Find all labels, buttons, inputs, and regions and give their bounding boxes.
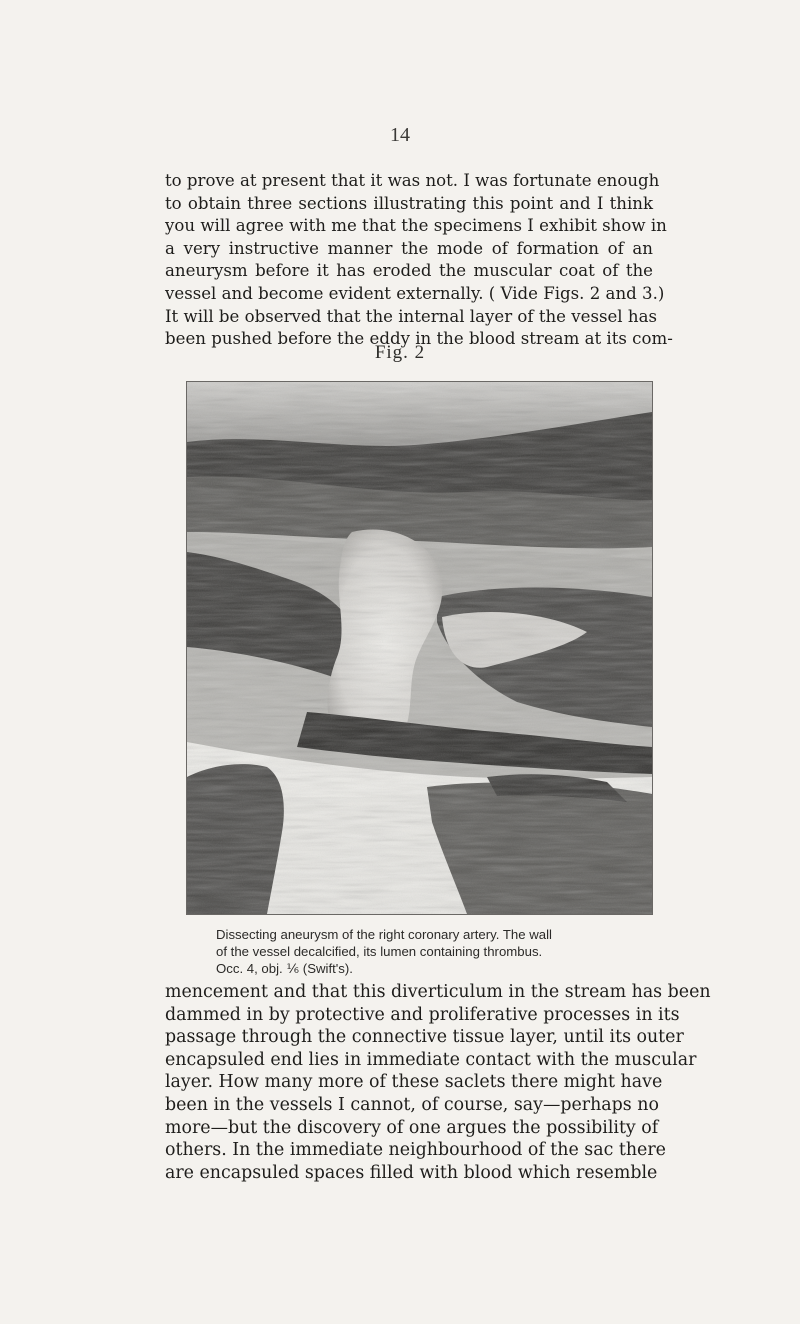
text-line: are encapsuled spaces filled with blood which resemble — [165, 1162, 658, 1183]
text-line: It will be observed that the internal layer of the vessel has — [165, 306, 657, 326]
caption-line: Dissecting aneurysm of the right coronary artery. The wall — [216, 927, 552, 942]
text-line: more—but the discovery of one argues the possibility of — [165, 1117, 659, 1138]
text-line: passage through the connective tissue layer, until its outer — [165, 1027, 684, 1048]
figure-caption — [216, 926, 656, 977]
caption-line: Occ. 4, obj. ⅙ (Swift's). — [216, 961, 353, 976]
text-line: mencement and that this diverticulum in the stream has been — [165, 982, 711, 1002]
text-line: to obtain three sections illustrating this point and I think — [165, 193, 653, 213]
text-line: others. In the immediate neighbourhood of the sac there — [165, 1140, 666, 1161]
text-line: aneurysm before it has eroded the muscular coat of the — [165, 261, 653, 281]
text-line: dammed in by protective and proliferative processes in its — [165, 1004, 680, 1025]
caption-line: of the vessel decalcified, its lumen containing thrombus. — [216, 944, 543, 959]
micrograph-image — [187, 382, 652, 914]
text-line: encapsuled end lies in immediate contact with the muscular — [165, 1049, 697, 1070]
micrograph-figure — [186, 381, 653, 915]
page-number: 14 — [390, 124, 410, 146]
text-line: a very instructive manner the mode of formation of an — [165, 238, 653, 258]
text-line: vessel and become evident externally. ( Vide Figs. 2 and 3.) — [165, 283, 665, 303]
text-line: been pushed before the eddy in the blood stream at its com- — [165, 329, 673, 349]
text-line: to prove at present that it was not. I was fortunate enough — [165, 171, 660, 190]
text-line: been in the vessels I cannot, of course, say—perhaps no — [165, 1094, 659, 1115]
body-paragraph-bottom — [165, 981, 711, 1184]
text-line: you will agree with me that the specimens I exhibit show in — [165, 216, 667, 236]
text-line: layer. How many more of these saclets there might have — [165, 1072, 663, 1093]
body-paragraph-top — [165, 170, 673, 351]
figure-label: Fig. 2 — [374, 342, 426, 363]
